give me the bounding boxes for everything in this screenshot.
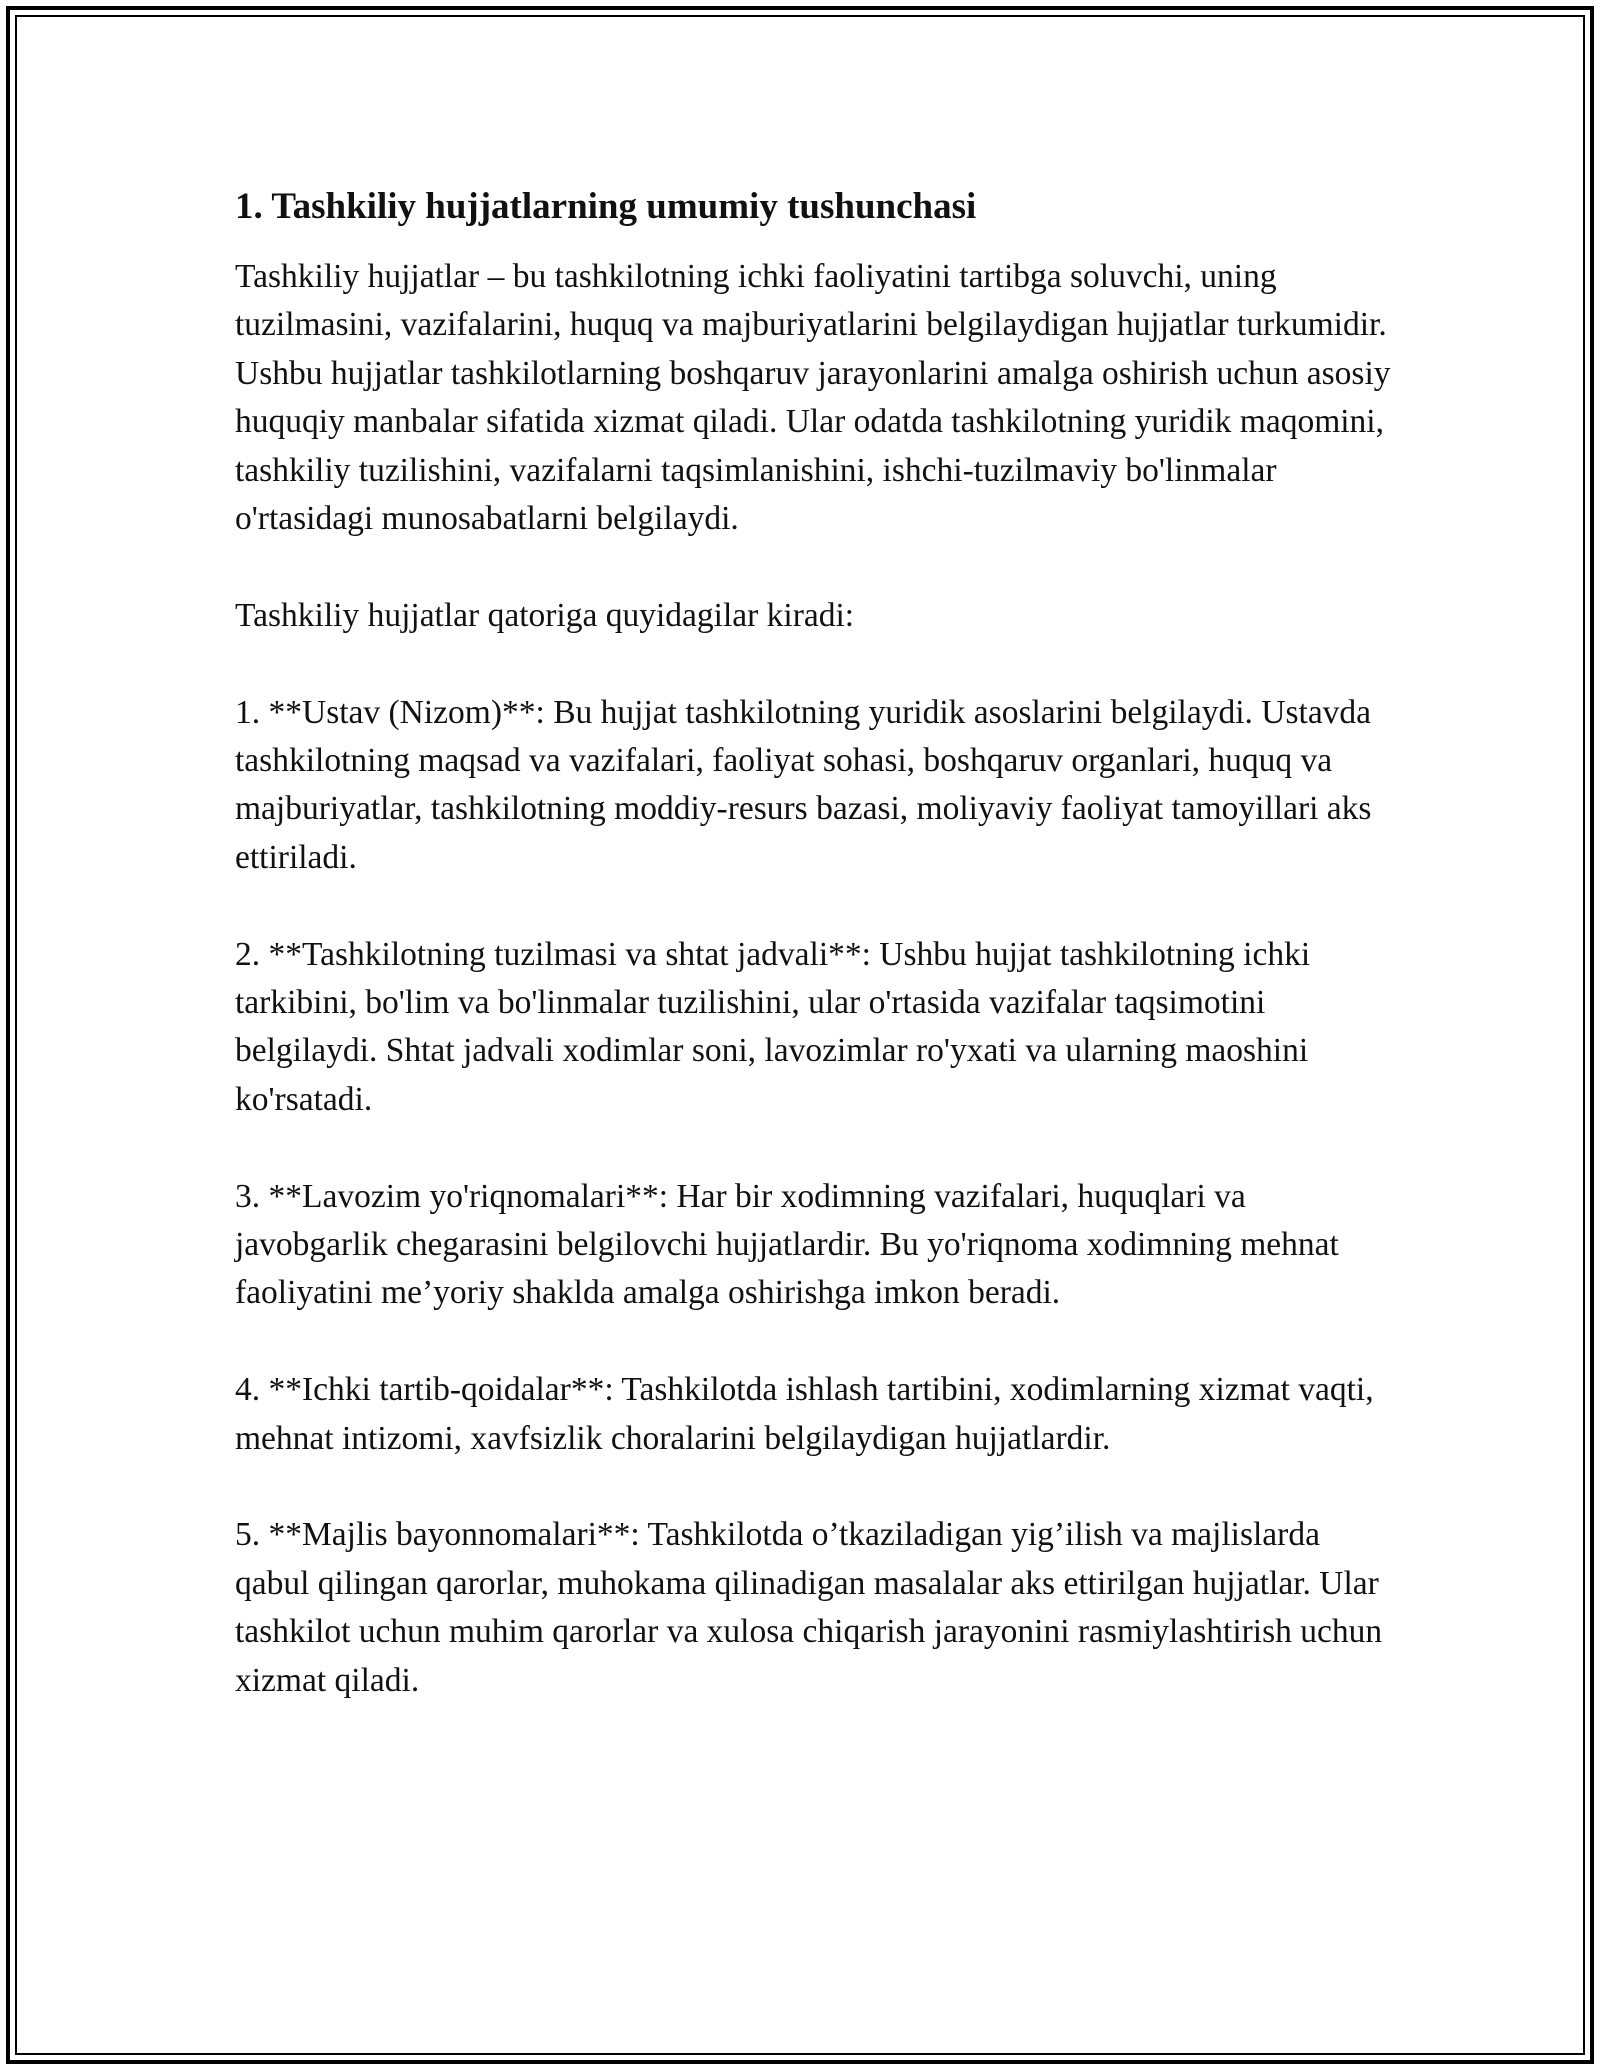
list-item-ustav: 1. **Ustav (Nizom)**: Bu hujjat tashkilotning yuridik asoslarini belgilaydi. Ustavda tashkilotning maqsad va vazifalari, faoliyat sohasi, boshqaruv organlari, huquq va majburiyatlar, tashkilotning moddiy-resurs bazasi, moliyaviy faoliyat tamoyillari aks ettiriladi. xyxy=(235,693,1372,876)
section-heading: 1. Tashkiliy hujjatlarning umumiy tushunchasi xyxy=(235,186,977,227)
intro-paragraph: Tashkiliy hujjatlar – bu tashkilotning ichki faoliyatini tartibga soluvchi, uning tuzilmasini, vazifalarini, huquq va majburiyatlarini belgilaydigan hujjatlar turkumidir. Ushbu hujjatlar tashkilotlarning boshqaruv jarayonlarini amalga oshirish uchun asosiy huquqiy manbalar sifatida xizmat qiladi. Ular odatda tashkilotning yuridik maqomini, tashkiliy tuzilishini, vazifalarni taqsimlanishini, ishchi-tuzilmaviy bo'linmalar o'rtasidagi munosabatlarni belgilaydi. xyxy=(235,258,1391,538)
list-item-tuzilma: 2. **Tashkilotning tuzilmasi va shtat jadvali**: Ushbu hujjat tashkilotning ichki tarkibini, bo'lim va bo'linmalar tuzilishini, ular o'rtasida vazifalar taqsimotini belgilaydi. Shtat jadvali xodimlar soni, lavozimlar ro'yxati va ularning maoshini ko'rsatadi. xyxy=(235,935,1311,1118)
document-body xyxy=(235,183,1395,1705)
list-item-tartib-qoidalar: 4. **Ichki tartib-qoidalar**: Tashkilotda ishlash tartibini, xodimlarning xizmat vaqti, mehnat intizomi, xavfsizlik choralarini belgilaydigan hujjatlardir. xyxy=(235,1371,1374,1457)
list-item-yoriqnoma: 3. **Lavozim yo'riqnomalari**: Har bir xodimning vazifalari, huquqlari va javobgarlik chegarasini belgilovchi hujjatlardir. Bu yo'riqnoma xodimning mehnat faoliyatini me’yoriy shaklda amalga oshirishga imkon beradi. xyxy=(235,1177,1339,1312)
list-intro-paragraph: Tashkiliy hujjatlar qatoriga quyidagilar kiradi: xyxy=(235,596,855,634)
list-item-bayonnoma: 5. **Majlis bayonnomalari**: Tashkilotda o’tkaziladigan yig’ilish va majlislarda qabul qilingan qarorlar, muhokama qilinadigan masalalar aks ettirilgan hujjatlar. Ular tashkilot uchun muhim qarorlar va xulosa chiqarish jarayonini rasmiylashtirish uchun xizmat qiladi. xyxy=(235,1516,1383,1699)
